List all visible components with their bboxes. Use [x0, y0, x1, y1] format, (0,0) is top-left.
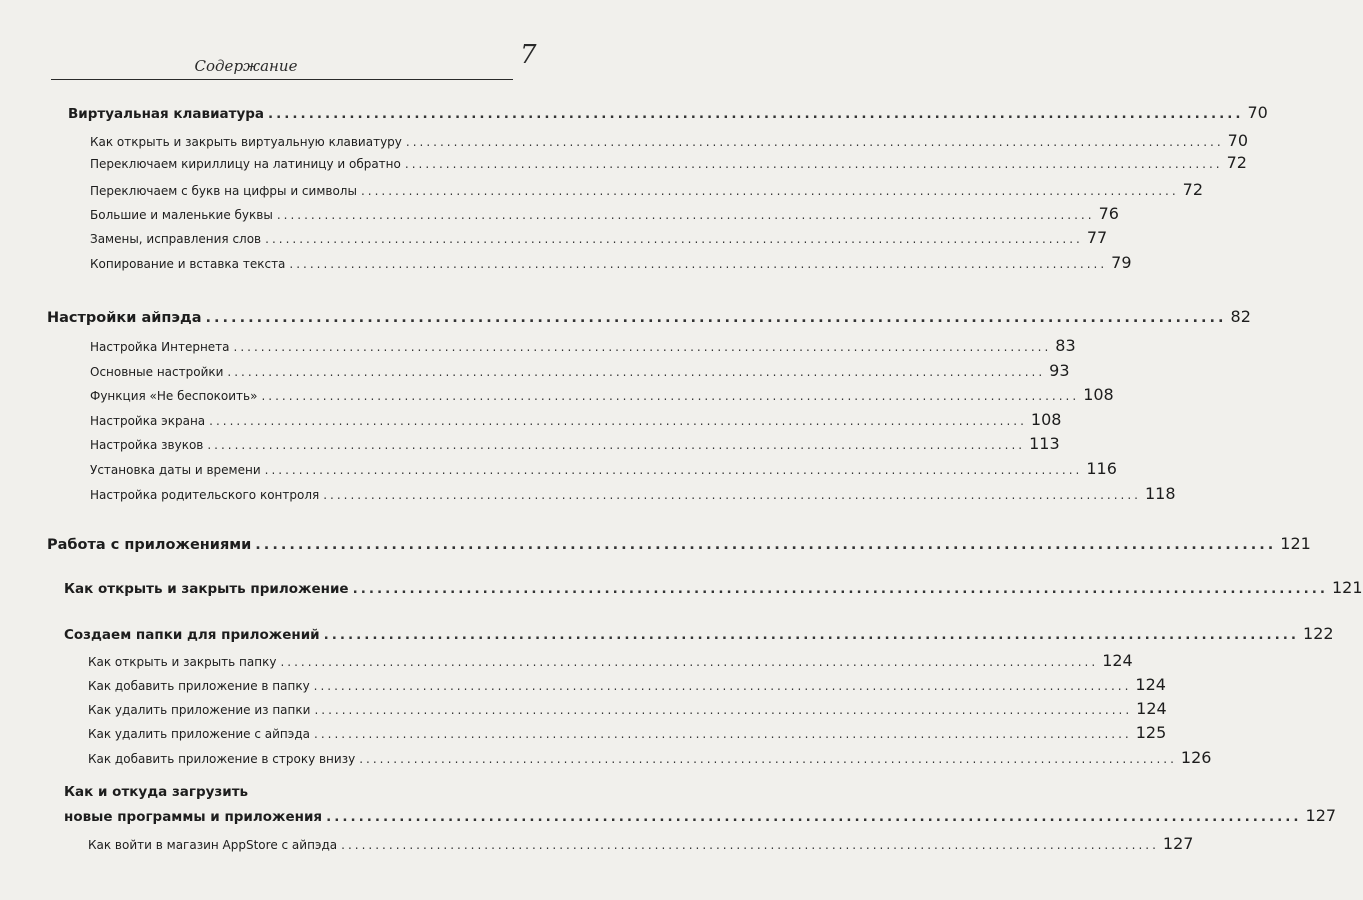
toc-entry	[88, 651, 1133, 670]
toc-leader: ........................................................................................................................	[323, 488, 1141, 502]
toc-entry-page: 77	[1086, 228, 1108, 247]
toc-entry	[68, 103, 1268, 122]
toc-entry-title: Переключаем кириллицу на латиницу и обратно	[90, 157, 401, 171]
toc-entry-page: 93	[1049, 361, 1070, 380]
toc-entry	[90, 253, 1132, 272]
toc-entry-page: 125	[1135, 723, 1167, 742]
toc-entry-title: Как добавить приложение в папку	[88, 679, 310, 693]
toc-leader: ........................................................................................................................	[405, 135, 1224, 149]
toc-entry	[88, 675, 1166, 694]
toc-entry	[90, 153, 1247, 172]
toc-leader: ........................................................................................................................	[205, 310, 1227, 326]
toc-entry-title: Виртуальная клавиатура	[68, 106, 265, 122]
toc-entry-title: Работа с приложениями	[47, 537, 252, 553]
toc-entry-title: Как открыть и закрыть виртуальную клавиатуру	[90, 135, 402, 149]
toc-entry	[90, 336, 1076, 355]
toc-leader: ........................................................................................................................	[233, 340, 1052, 354]
toc-leader: ........................................................................................................................	[314, 703, 1133, 717]
toc-entry	[90, 204, 1119, 223]
toc-entry-title: Настройка звуков	[90, 438, 204, 452]
toc-entry-title: Как удалить приложение из папки	[88, 703, 311, 717]
toc-leader: ........................................................................................................................	[207, 438, 1026, 452]
toc-entry	[47, 307, 1251, 326]
toc-entry-title: Замены, исправления слов	[90, 232, 262, 246]
toc-leader: ........................................................................................................................	[314, 727, 1132, 741]
toc-entry-title: Как открыть и закрыть папку	[88, 655, 277, 669]
toc-entry-title: Настройка родительского контроля	[90, 488, 320, 502]
toc-entry	[64, 624, 1334, 643]
toc-leader: ........................................................................................................................	[323, 627, 1300, 643]
toc-leader: ........................................................................................................................	[209, 414, 1027, 428]
toc-entry-title-first-line: Как и откуда загрузить	[64, 784, 249, 800]
toc-entry-page: 127	[1305, 806, 1337, 825]
toc-entry-page: 72	[1226, 153, 1247, 172]
toc-entry-page: 124	[1102, 651, 1133, 670]
page-number: 7	[520, 40, 537, 70]
toc-entry	[88, 834, 1194, 853]
toc-leader: ........................................................................................................................	[264, 463, 1083, 477]
toc-entry	[90, 180, 1204, 199]
toc-leader: ........................................................................................................................	[255, 537, 1277, 553]
toc-entry-page: 76	[1098, 204, 1119, 223]
toc-entry-page: 116	[1086, 459, 1117, 478]
toc-entry-title: Функция «Не беспокоить»	[90, 389, 258, 403]
toc-entry-title: Настройки айпэда	[47, 310, 202, 326]
header-title: Содержание	[194, 57, 298, 75]
toc-entry-page: 82	[1230, 307, 1251, 326]
toc-entry	[90, 459, 1117, 478]
toc-entry-page: 108	[1083, 385, 1114, 404]
toc-entry-page: 108	[1030, 410, 1062, 429]
toc-entry	[47, 534, 1311, 553]
toc-entry	[90, 434, 1060, 453]
toc-entry-title: Создаем папки для приложений	[64, 627, 320, 643]
toc-entry-page: 121	[1280, 534, 1311, 553]
toc-entry	[90, 484, 1176, 503]
toc-entry-page: 127	[1162, 834, 1194, 853]
toc-entry-title: Как добавить приложение в строку внизу	[88, 752, 356, 766]
toc-entry-title: Настройка Интернета	[90, 340, 230, 354]
toc-entry-page: 124	[1135, 675, 1166, 694]
toc-entry-page: 83	[1055, 336, 1076, 355]
toc-leader: ........................................................................................................................	[227, 365, 1046, 379]
toc-entry-title: Копирование и вставка текста	[90, 257, 286, 271]
toc-entry	[64, 806, 1337, 825]
toc-leader: ........................................................................................................................	[268, 106, 1244, 122]
header-rule	[51, 79, 513, 80]
toc-leader: ........................................................................................................................	[276, 208, 1095, 222]
toc-entry	[64, 578, 1363, 597]
toc-entry-title: новые программы и приложения	[64, 809, 323, 825]
toc-leader: ........................................................................................................................	[359, 752, 1177, 766]
toc-entry-page: 70	[1227, 131, 1248, 150]
toc-leader: ........................................................................................................................	[261, 389, 1080, 403]
toc-entry-title: Как войти в магазин AppStore с айпэда	[88, 838, 338, 852]
toc-entry-title: Переключаем с букв на цифры и символы	[90, 184, 357, 198]
toc-entry	[90, 131, 1248, 150]
toc-leader: ........................................................................................................................	[352, 581, 1328, 597]
toc-entry-page: 113	[1029, 434, 1060, 453]
toc-leader: ........................................................................................................................	[280, 655, 1099, 669]
toc-entry-title: Основные настройки	[90, 365, 224, 379]
toc-leader: ........................................................................................................................	[313, 679, 1132, 693]
toc-leader: ........................................................................................................................	[265, 232, 1083, 246]
toc-entry-page: 70	[1247, 103, 1268, 122]
toc-entry-title: Установка даты и времени	[90, 463, 261, 477]
toc-leader: ........................................................................................................................	[360, 184, 1179, 198]
toc-entry-title: Настройка экрана	[90, 414, 206, 428]
toc-entry	[90, 385, 1114, 404]
toc-leader: ........................................................................................................................	[341, 838, 1159, 852]
toc-entry-title: Большие и маленькие буквы	[90, 208, 273, 222]
toc-leader: ........................................................................................................................	[326, 809, 1302, 825]
toc-entry-page: 121	[1331, 578, 1363, 597]
toc-entry	[90, 361, 1070, 380]
toc-entry-page: 118	[1144, 484, 1176, 503]
toc-entry	[88, 723, 1167, 742]
toc-entry-title: Как удалить приложение с айпэда	[88, 727, 310, 741]
toc-entry-page: 124	[1136, 699, 1167, 718]
toc-entry-page: 72	[1182, 180, 1204, 199]
toc-entry	[90, 410, 1062, 429]
toc-entry	[88, 748, 1212, 767]
toc-entry-page: 79	[1111, 253, 1132, 272]
toc-entry	[88, 699, 1167, 718]
toc-entry-title: Как открыть и закрыть приложение	[64, 581, 349, 597]
toc-leader: ........................................................................................................................	[289, 257, 1108, 271]
toc-entry	[90, 228, 1108, 247]
toc-entry-page: 126	[1180, 748, 1212, 767]
toc-leader: ........................................................................................................................	[404, 157, 1223, 171]
toc-entry-page: 122	[1303, 624, 1334, 643]
